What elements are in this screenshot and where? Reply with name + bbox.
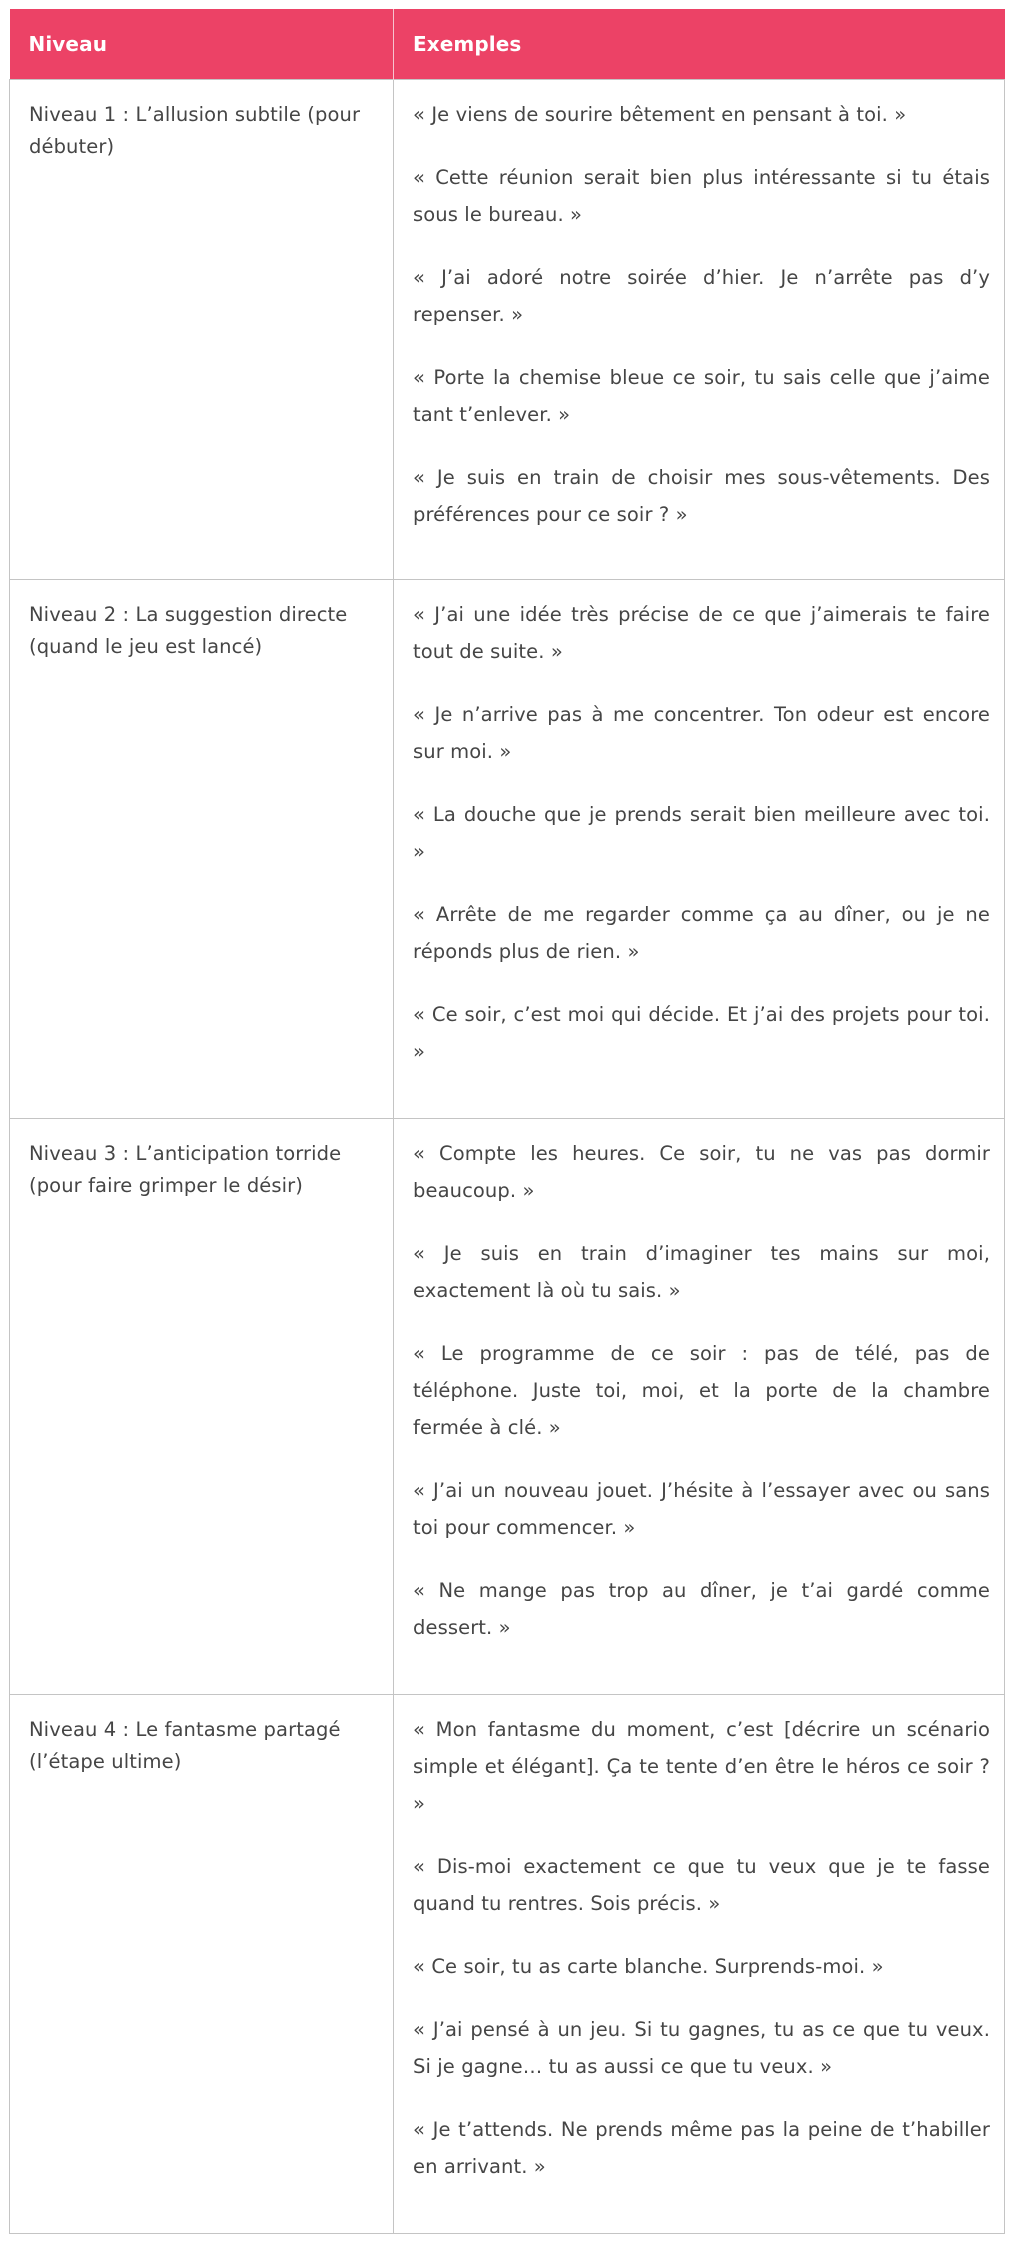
levels-table	[9, 9, 1005, 2234]
examples-cell	[394, 79, 1005, 579]
example-text: « Mon fantasme du moment, c’est [décrire un scénario simple et élégant]. Ça te tente d’en être le héros ce soir ? »	[413, 1717, 990, 1815]
example-text: « Compte les heures. Ce soir, tu ne vas pas dormir beaucoup. »	[413, 1141, 990, 1202]
example-text: « Je n’arrive pas à me concentrer. Ton odeur est encore sur moi. »	[413, 702, 990, 763]
example-text: « Je t’attends. Ne prends même pas la peine de t’habiller en arrivant. »	[413, 2117, 990, 2178]
level-cell: Niveau 2 : La suggestion directe (quand le jeu est lancé)	[10, 579, 394, 1118]
table-header	[10, 9, 1005, 79]
level-cell: Niveau 3 : L’anticipation torride (pour faire grimper le désir)	[10, 1118, 394, 1694]
column-header-level: Niveau	[10, 9, 394, 79]
example-text: « Dis-moi exactement ce que tu veux que je te fasse quand tu rentres. Sois précis. »	[413, 1854, 990, 1915]
table-row	[10, 579, 1005, 1118]
example-text: « Ce soir, tu as carte blanche. Surprends-moi. »	[413, 1954, 884, 1978]
example-text: « Cette réunion serait bien plus intéressante si tu étais sous le bureau. »	[413, 165, 990, 226]
example-text: « La douche que je prends serait bien meilleure avec toi. »	[413, 802, 990, 863]
example-text: « Je suis en train de choisir mes sous-vêtements. Des préférences pour ce soir ? »	[413, 465, 990, 526]
examples-cell	[394, 579, 1005, 1118]
example-text: « Je suis en train d’imaginer tes mains sur moi, exactement là où tu sais. »	[413, 1241, 990, 1302]
header-row	[10, 9, 1005, 79]
example-text: « J’ai une idée très précise de ce que j’aimerais te faire tout de suite. »	[413, 602, 990, 663]
example-text: « J’ai adoré notre soirée d’hier. Je n’arrête pas d’y repenser. »	[413, 265, 990, 326]
table-row	[10, 1694, 1005, 2233]
example-text: « Le programme de ce soir : pas de télé, pas de téléphone. Juste toi, moi, et la porte de la chambre fermée à clé. »	[413, 1341, 990, 1439]
level-cell: Niveau 1 : L’allusion subtile (pour débuter)	[10, 79, 394, 579]
example-text: « J’ai pensé à un jeu. Si tu gagnes, tu as ce que tu veux. Si je gagne… tu as aussi ce que tu veux. »	[413, 2017, 990, 2078]
level-cell: Niveau 4 : Le fantasme partagé (l’étape ultime)	[10, 1694, 394, 2233]
table-row	[10, 79, 1005, 579]
example-text: « J’ai un nouveau jouet. J’hésite à l’essayer avec ou sans toi pour commencer. »	[413, 1478, 990, 1539]
column-header-examples: Exemples	[394, 9, 1005, 79]
example-text: « Porte la chemise bleue ce soir, tu sais celle que j’aime tant t’enlever. »	[413, 365, 990, 426]
examples-cell	[394, 1694, 1005, 2233]
example-text: « Ce soir, c’est moi qui décide. Et j’ai des projets pour toi. »	[413, 1002, 990, 1063]
example-text: « Je viens de sourire bêtement en pensant à toi. »	[413, 102, 907, 126]
examples-cell	[394, 1118, 1005, 1694]
example-text: « Arrête de me regarder comme ça au dîner, ou je ne réponds plus de rien. »	[413, 902, 990, 963]
table-row	[10, 1118, 1005, 1694]
table-body	[10, 79, 1005, 2233]
example-text: « Ne mange pas trop au dîner, je t’ai gardé comme dessert. »	[413, 1578, 990, 1639]
